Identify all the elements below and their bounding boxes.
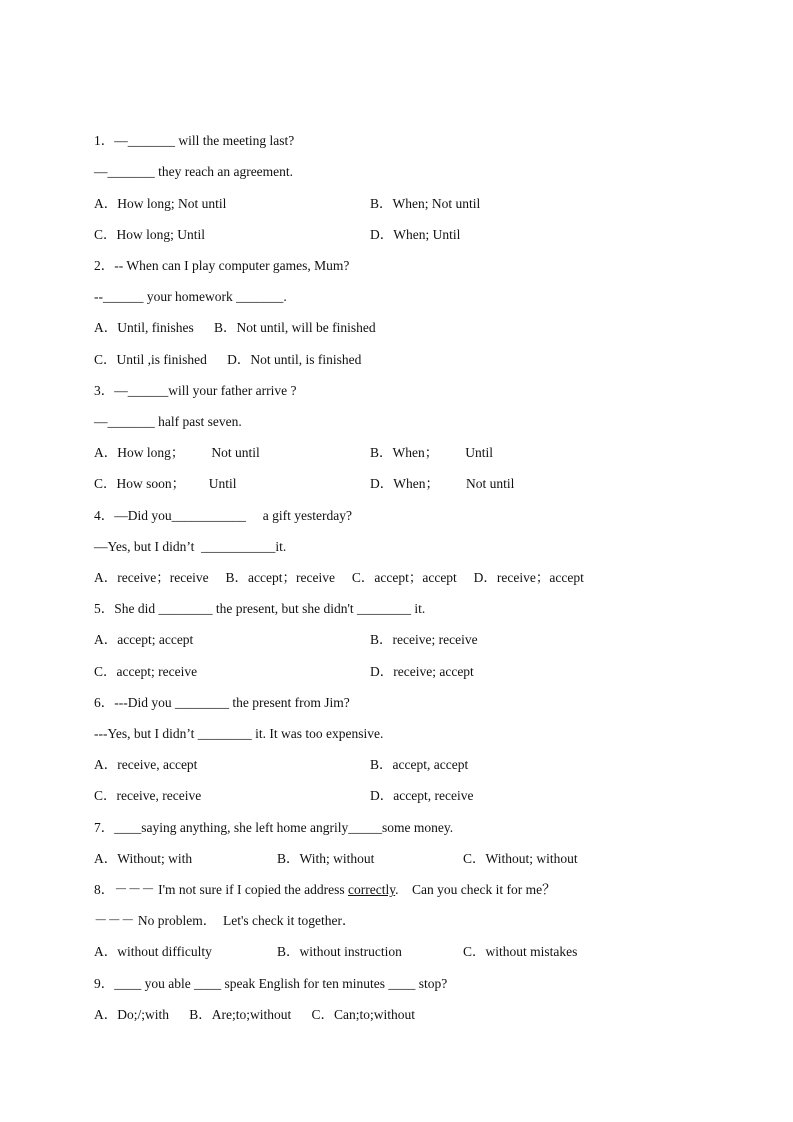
q1-option-a: A．How long; Not until [94,196,227,211]
q6-option-d: D．accept, receive [370,788,474,803]
q8-stem-1-rest: . Can you check it for me？ [395,882,556,897]
q4-stem-1-rest: a gift yesterday? [245,508,352,523]
q7-option-a: A．Without; with [94,851,193,866]
q6-option-a: A．receive, accept [94,757,198,772]
q7-stem: 7．____saying anything, she left home angrily_____some money. [94,820,454,835]
q8-option-c: C．without mistakes [463,944,578,959]
q7-option-c: C．Without; without [463,851,578,866]
q5-option-b: B．receive; receive [370,632,478,647]
q1-option-b: B．When; Not until [370,196,481,211]
q6-option-b: B．accept, accept [370,757,469,772]
q2-stem-2: --______ your homework _______. [94,289,287,304]
q3-option-c: C．How soon； Until [94,476,237,491]
q5-option-d: D．receive; accept [370,664,474,679]
q6-stem-1: 6．---Did you ________ the present from Jim? [94,695,350,710]
q9-options: A．Do;/;with B．Are;to;without C．Can;to;without [94,1007,416,1022]
q3-option-a: A．How long； Not until [94,445,260,460]
q9-stem: 9．____ you able ____ speak English for ten minutes ____ stop? [94,976,448,991]
q8-underlined-word: correctly [348,882,396,897]
q1-option-d: D．When; Until [370,227,461,242]
q4-stem-2 [94,538,286,556]
q8-option-a: A．without difficulty [94,944,212,959]
q3-stem-1: 3．—______will your father arrive ? [94,383,297,398]
q4-stem-1 [94,507,352,525]
q6-stem-2: ---Yes, but I didn’t ________ it. It was too expensive. [94,726,384,741]
q3-option-b: B．When； Until [370,445,493,460]
q3-stem-2: —_______ half past seven. [94,414,242,429]
q1-stem-2: —_______ they reach an agreement. [94,164,294,179]
q5-option-a: A．accept; accept [94,632,194,647]
q8-stem-2: －－－ No problem． Let's check it together． [94,913,356,928]
q3-option-d: D．When； Not until [370,476,515,491]
q4-options: A．receive；receive B．accept；receive C．accept；accept D．receive；accept [94,570,584,585]
q5-stem: 5．She did ________ the present, but she didn't ________ it. [94,601,426,616]
q2-stem-1: 2．-- When can I play computer games, Mum? [94,258,350,273]
q8-stem-1 [94,881,556,899]
q4-stem-2-blank: ___________ [201,539,276,554]
q4-stem-2-rest: it. [275,539,287,554]
q6-option-c: C．receive, receive [94,788,202,803]
q4-stem-1-blank: ___________ [171,508,246,523]
q1-stem-1: 1．—_______ will the meeting last? [94,133,295,148]
q2-options-ab: A．Until, finishes B．Not until, will be finished [94,320,376,335]
q1-option-c: C．How long; Until [94,227,206,242]
q8-stem-1-text: 8．－－－ I'm not sure if I copied the address [94,882,349,897]
q8-option-b: B．without instruction [277,944,402,959]
q2-options-cd: C．Until ,is finished D．Not until, is finished [94,352,362,367]
q4-stem-2-text: —Yes, but I didn’t [94,539,202,554]
q4-stem-1-text: 4．—Did you [94,508,172,523]
q7-option-b: B．With; without [277,851,375,866]
q5-option-c: C．accept; receive [94,664,198,679]
